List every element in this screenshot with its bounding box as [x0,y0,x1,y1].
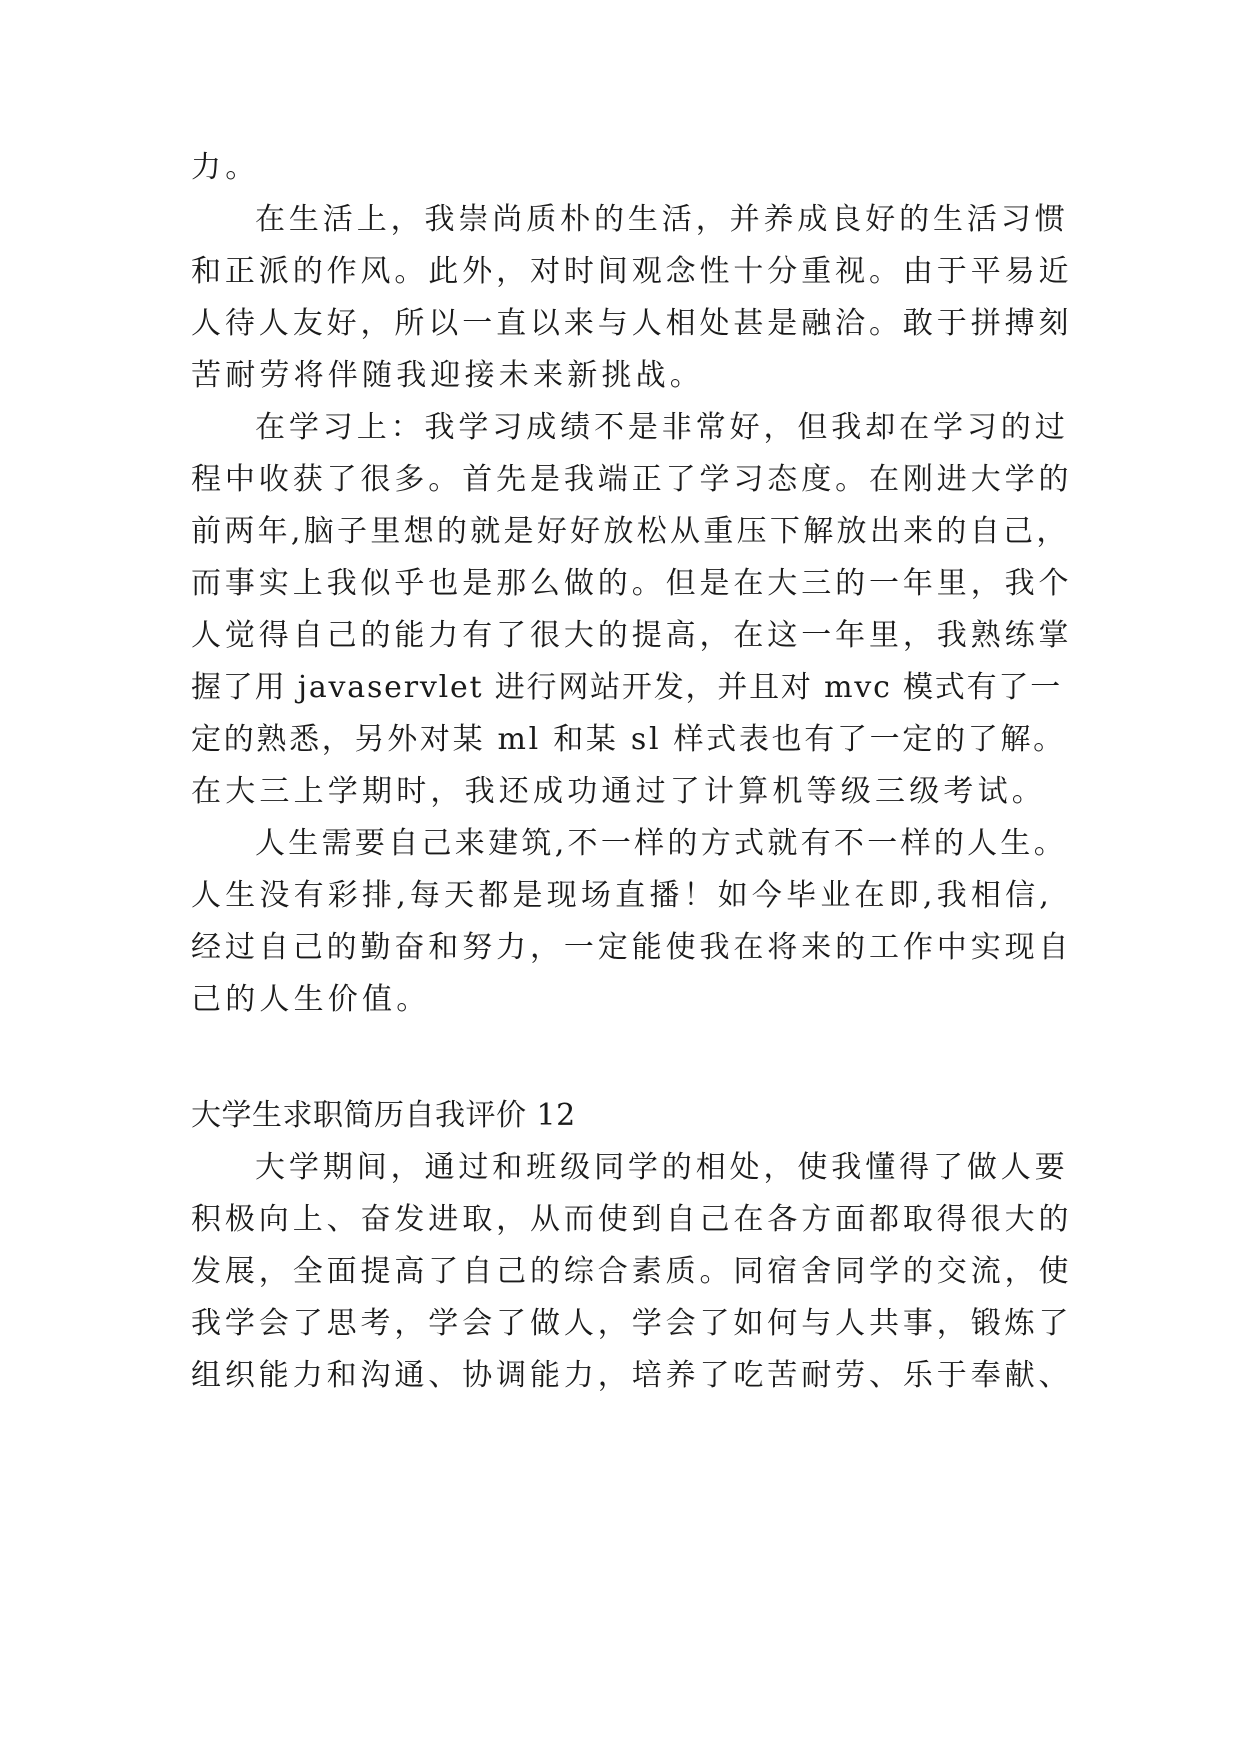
text-line: 发展，全面提高了自己的综合素质。同宿舍同学的交流，使 [191,1254,1073,1289]
paragraph-first-line: 在学习上：我学习成绩不是非常好，但我却在学习的过 [255,410,1069,445]
text-line: 组织能力和沟通、协调能力，培养了吃苦耐劳、乐于奉献、 [191,1358,1073,1393]
text-line: 人觉得自己的能力有了很大的提高，在这一年里，我熟练掌 [191,618,1073,653]
text-line: 力。 [191,150,260,185]
text-line: 人生没有彩排,每天都是现场直播！如今毕业在即,我相信, [191,878,1054,913]
text-line: 定的熟悉，另外对某 ml 和某 sl 样式表也有了一定的了解。 [191,722,1066,757]
text-line: 苦耐劳将伴随我迎接未来新挑战。 [191,358,704,393]
paragraph-first-line: 大学期间，通过和班级同学的相处，使我懂得了做人要 [255,1150,1069,1185]
text-line: 而事实上我似乎也是那么做的。但是在大三的一年里，我个 [191,566,1073,601]
text-line: 程中收获了很多。首先是我端正了学习态度。在刚进大学的 [191,462,1073,497]
text-line: 人待人友好，所以一直以来与人相处甚是融洽。敢于拼搏刻 [191,306,1073,341]
paragraph-first-line: 在生活上，我崇尚质朴的生活，并养成良好的生活习惯 [255,202,1069,237]
section-title: 大学生求职简历自我评价 12 [191,1098,576,1133]
text-line: 经过自己的勤奋和努力，一定能使我在将来的工作中实现自 [191,930,1073,965]
text-line: 前两年,脑子里想的就是好好放松从重压下解放出来的自己， [191,514,1070,549]
text-line: 在大三上学期时，我还成功通过了计算机等级三级考试。 [191,774,1046,809]
text-line: 己的人生价值。 [191,982,431,1017]
text-line: 我学会了思考，学会了做人，学会了如何与人共事，锻炼了 [191,1306,1073,1341]
text-line: 握了用 javaservlet 进行网站开发，并且对 mvc 模式有了一 [191,670,1063,705]
paragraph-first-line: 人生需要自己来建筑,不一样的方式就有不一样的人生。 [255,826,1068,861]
text-line: 和正派的作风。此外，对时间观念性十分重视。由于平易近 [191,254,1073,289]
text-line: 积极向上、奋发进取，从而使到自己在各方面都取得很大的 [191,1202,1073,1237]
